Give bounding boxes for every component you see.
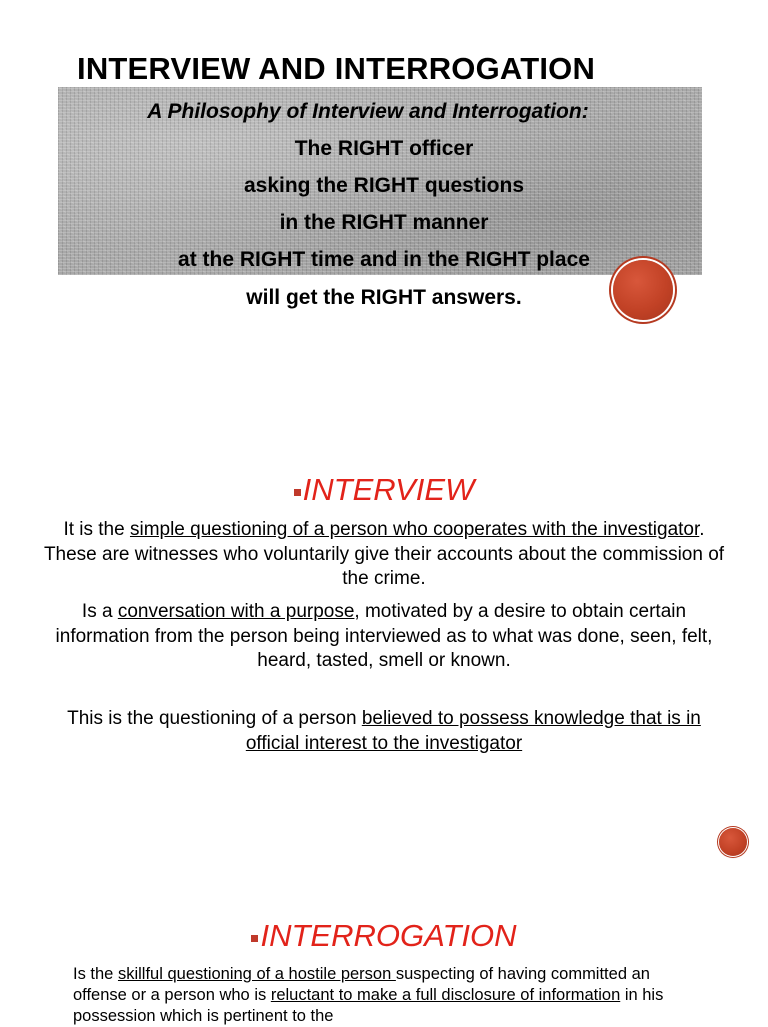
slide-3 — [0, 768, 768, 1024]
underlined-text: simple questioning of a person who cooperates with the investigator — [129, 519, 700, 540]
interview-paragraph-1 — [40, 518, 728, 592]
text: Is the — [73, 965, 118, 983]
underlined-text: skillful questioning of a hostile person — [117, 965, 396, 983]
text: Is a — [81, 601, 118, 622]
philosophy-line-3: in the RIGHT manner — [279, 211, 489, 234]
text: It is the — [63, 519, 130, 540]
text: . These are witnesses who voluntarily give their accounts about the commission of the crime. — [43, 519, 725, 589]
interrogation-paragraph-1 — [73, 964, 693, 1027]
slide-1 — [0, 0, 768, 384]
slide-2 — [0, 384, 768, 768]
text: suspecting of having committed an offense or a person who is — [73, 965, 650, 1004]
interrogation-heading — [0, 918, 768, 954]
bullet-square-icon — [251, 935, 258, 942]
interview-paragraph-2 — [40, 600, 728, 674]
text: , motivated by a desire to obtain certain information from the person being interviewed as to what was done, seen, felt, heard, tasted, smell or known. — [55, 601, 713, 671]
decorative-circle — [613, 260, 673, 320]
slide-title: INTERVIEW AND INTERROGATION — [77, 51, 596, 86]
philosophy-line-5: will get the RIGHT answers. — [246, 286, 522, 309]
text: in his possession which is pertinent to the — [73, 986, 664, 1025]
philosophy-line-2: asking the RIGHT questions — [243, 174, 525, 197]
interview-heading-text: INTERVIEW — [302, 472, 475, 507]
underlined-text: believed to possess knowledge that is in official interest to the investigator — [245, 708, 701, 754]
interrogation-heading-text: INTERROGATION — [260, 918, 517, 953]
interview-heading — [0, 472, 768, 508]
underlined-text: conversation with a purpose — [117, 601, 355, 622]
underlined-text: reluctant to make a full disclosure of information — [270, 986, 621, 1004]
interview-paragraph-3 — [40, 707, 728, 756]
philosophy-line-1: The RIGHT officer — [294, 137, 474, 160]
text: This is the questioning of a person — [67, 708, 362, 729]
bullet-square-icon — [294, 489, 301, 496]
philosophy-heading: A Philosophy of Interview and Interrogation: — [147, 100, 589, 123]
philosophy-line-4: at the RIGHT time and in the RIGHT place — [178, 248, 590, 271]
decorative-circle — [719, 828, 747, 856]
